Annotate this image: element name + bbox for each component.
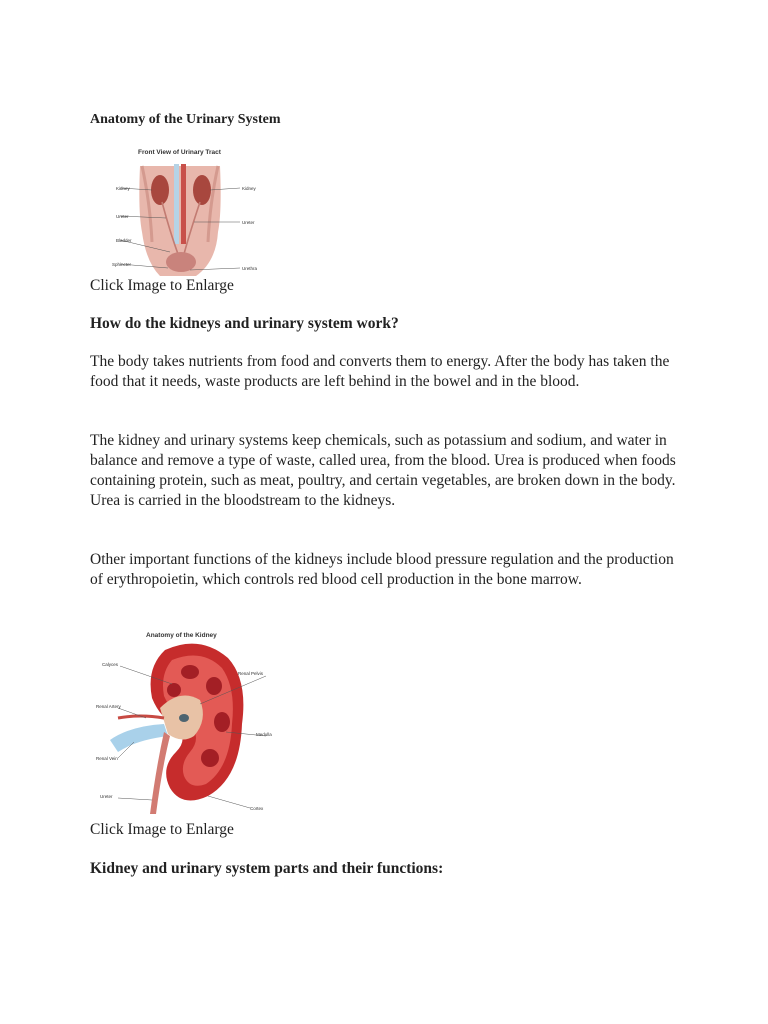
paragraph-1: The body takes nutrients from food and converts them to energy. After the body has taken the food that it needs, waste products are left behind in the bowel and in the blood. — [90, 353, 670, 390]
label-ureter-left: Ureter — [116, 214, 129, 219]
figure2-title: Anatomy of the Kidney — [146, 632, 217, 639]
paragraph-3: Other important functions of the kidneys include blood pressure regulation and the production of erythropoietin, which controls red blood cell production in the bone marrow. — [90, 551, 674, 588]
figure1-title: Front View of Urinary Tract — [138, 149, 221, 156]
label-sphincter: Sphincter — [112, 262, 132, 267]
label-bladder: Bladder — [116, 238, 132, 243]
label-calyces: Calyces — [102, 662, 119, 667]
label-renal-artery: Renal Artery — [96, 704, 121, 709]
figure1-caption[interactable]: Click Image to Enlarge — [90, 277, 234, 294]
label-kidney-left: Kidney — [116, 186, 130, 191]
urinary-tract-image[interactable] — [90, 142, 270, 278]
question-heading: How do the kidneys and urinary system work? — [90, 315, 399, 332]
parts-heading: Kidney and urinary system parts and their functions: — [90, 860, 444, 877]
label-urethra: Urethra — [242, 266, 258, 271]
label-ureter-right: Ureter — [242, 220, 255, 225]
label-ureter: Ureter — [100, 794, 113, 799]
kidney-anatomy-image[interactable] — [90, 628, 290, 816]
label-medulla: Medulla — [256, 732, 272, 737]
label-cortex: Cortex — [250, 806, 264, 811]
label-renal-pelvis: Renal Pelvis — [238, 671, 264, 676]
label-renal-vein: Renal Vein — [96, 756, 118, 761]
paragraph-2: The kidney and urinary systems keep chemicals, such as potassium and sodium, and water in balance and remove a type of waste, called urea, from the blood. Urea is produced when foods containing protein, such as meat, poultry, and certain vegetables, are broken down in the body. Urea is carried in the bloodstream to the kidneys. — [90, 432, 676, 509]
section-title: Anatomy of the Urinary System — [90, 112, 281, 127]
label-kidney-right: Kidney — [242, 186, 256, 191]
figure2-caption[interactable]: Click Image to Enlarge — [90, 821, 234, 838]
